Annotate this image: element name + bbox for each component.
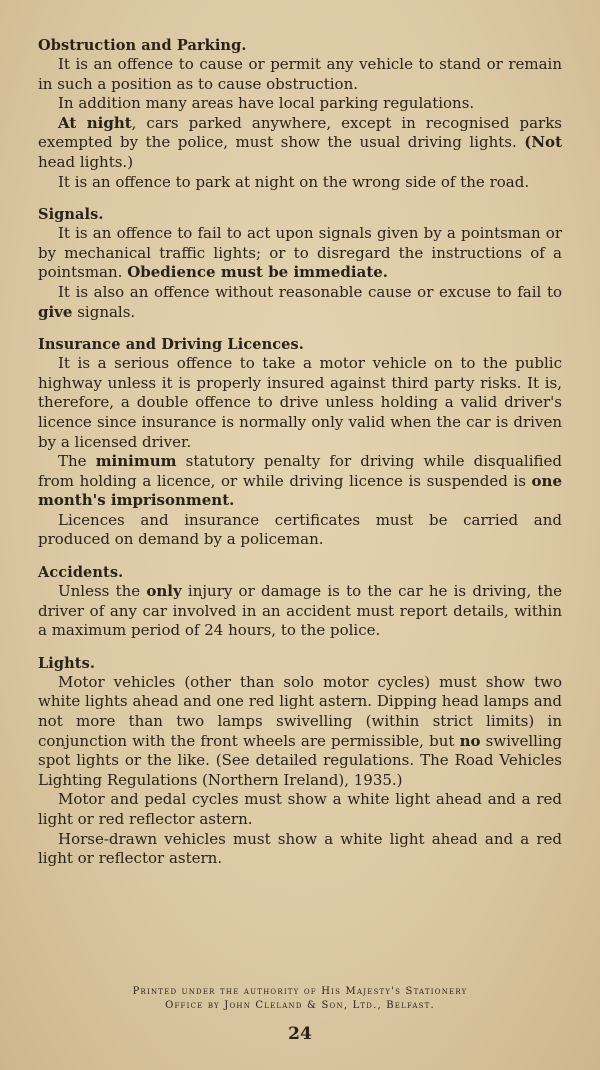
paragraph: It is a serious offence to take a motor vehicle on to the public highway unless it is properly insured against third party risks. It is, therefore, a double offence to drive unless holding a valid driver's licence since insurance is normally only valid when the car is driven by a licensed driver. (38, 354, 562, 451)
paragraph: It is an offence to fail to act upon signals given by a pointsman or by mechanical traffic lights; or to disregard the instructions of a pointsman. Obedience must be immediate. (38, 224, 562, 282)
imprint-line-2: Office by John Cleland & Son, Ltd., Belfast. (165, 1000, 435, 1011)
paragraph: Motor vehicles (other than solo motor cycles) must show two white lights ahead and one red light astern. Dipping head lamps and not more than two lamps swivelling (within strict limits) in conjunction with the front wheels are permissible, but no swivelling spot lights or the like. (See detailed regulations. The Road Vehicles Lighting Regulations (Northern Ireland), 1935.) (38, 672, 563, 789)
paragraph: It is an offence to park at night on the wrong side of the road. (58, 172, 530, 191)
section (38, 205, 562, 322)
imprint-line-1: Printed under the authority of His Majesty's Stationery (132, 986, 468, 997)
section (38, 36, 562, 192)
paragraph: Motor and pedal cycles must show a white light ahead and a red light or red reflector astern. (38, 790, 562, 828)
paragraph: Horse-drawn vehicles must show a white light ahead and a red light or reflector astern. (38, 829, 562, 868)
section (38, 335, 562, 550)
page-number: 24 (288, 1024, 312, 1044)
paragraph: It is also an offence without reasonable cause or excuse to fail to give signals. (38, 282, 562, 321)
section-heading: Lights. (38, 654, 95, 672)
section-heading: Signals. (38, 206, 104, 224)
section-heading: Accidents. (38, 564, 124, 582)
paragraph: Licences and insurance certificates must be carried and produced on demand by a policeman. (38, 510, 562, 549)
section-heading: Obstruction and Parking. (38, 37, 247, 54)
paragraph: Unless the only injury or damage is to the car he is driving, the driver of any car involved in an accident must report details, within a maximum period of 24 hours, to the police. (38, 582, 562, 640)
section (38, 563, 562, 641)
printer-imprint (0, 985, 600, 1013)
section (38, 654, 562, 869)
paragraph: In addition many areas have local parking regulations. (58, 94, 475, 113)
paragraph: The minimum statutory penalty for driving while disqualified from holding a licence, or while driving licence is suspended is one month's imprisonment. (38, 452, 562, 510)
page-content (38, 36, 562, 882)
section-heading: Insurance and Driving Licences. (38, 336, 304, 354)
paragraph: It is an offence to cause or permit any vehicle to stand or remain in such a position as to cause obstruction. (38, 55, 562, 93)
paragraph: At night, cars parked anywhere, except in recognised parks exempted by the police, must show the usual driving lights. (Not head lights.) (38, 113, 562, 171)
